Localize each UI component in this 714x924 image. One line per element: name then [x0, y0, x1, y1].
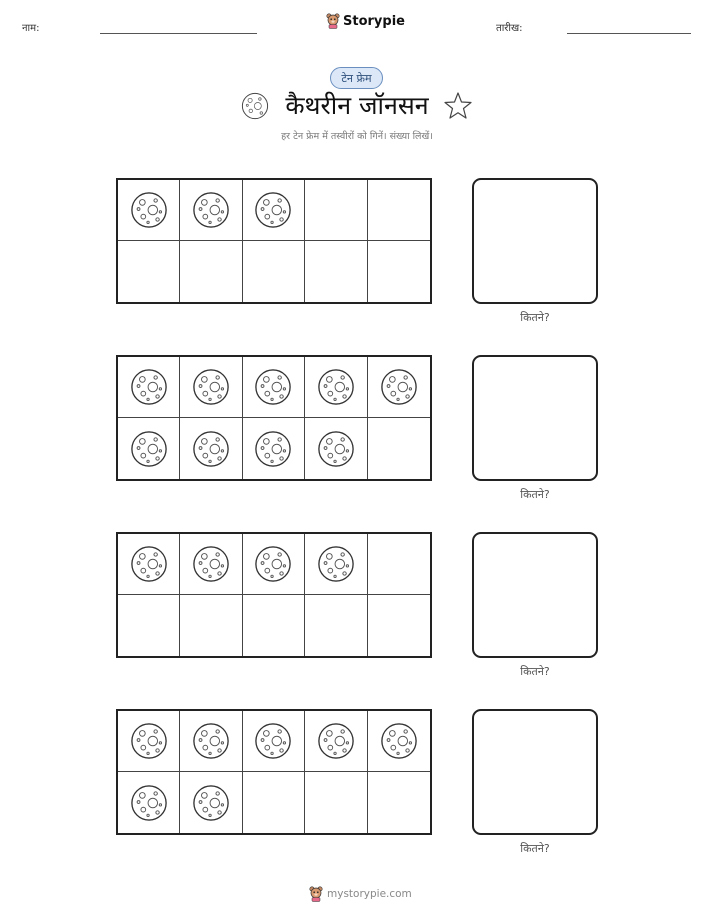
frame-cell — [368, 595, 430, 656]
moon-icon — [192, 191, 230, 229]
moon-icon — [130, 430, 168, 468]
star-icon — [443, 91, 473, 121]
frame-cell — [118, 357, 180, 418]
frame-cell — [305, 595, 367, 656]
frame-cell — [305, 241, 367, 302]
answer-box[interactable] — [472, 355, 598, 481]
moon-icon — [241, 92, 269, 120]
frame-cell — [118, 418, 180, 479]
frame-cell — [368, 180, 430, 241]
frame-cell — [118, 241, 180, 302]
moon-icon — [254, 430, 292, 468]
moon-icon — [130, 191, 168, 229]
footer — [309, 886, 412, 902]
frame-cell — [305, 534, 367, 595]
frame-cell — [305, 180, 367, 241]
moon-icon — [192, 784, 230, 822]
moon-icon — [317, 545, 355, 583]
moon-icon — [192, 430, 230, 468]
page-title: कैथरीन जॉनसन — [285, 91, 429, 120]
frame-cell — [243, 711, 305, 772]
frame-cell — [180, 595, 242, 656]
answer-box[interactable] — [472, 709, 598, 835]
frame-cell — [243, 241, 305, 302]
frame-cell — [243, 534, 305, 595]
ten-frame — [116, 355, 432, 481]
frame-cell — [368, 418, 430, 479]
frame-cell — [243, 595, 305, 656]
answer-label: कितने? — [520, 842, 550, 855]
moon-icon — [254, 191, 292, 229]
frame-cell — [180, 418, 242, 479]
frame-cell — [118, 711, 180, 772]
frame-cell — [118, 595, 180, 656]
moon-icon — [317, 430, 355, 468]
frame-cell — [243, 418, 305, 479]
frame-cell — [305, 357, 367, 418]
frame-cell — [305, 418, 367, 479]
footer-site: mystorypie.com — [327, 888, 412, 900]
answer-label: कितने? — [520, 488, 550, 501]
ten-frame — [116, 532, 432, 658]
frame-cell — [180, 534, 242, 595]
frame-cell — [243, 772, 305, 833]
frame-cell — [118, 180, 180, 241]
answer-box[interactable] — [472, 178, 598, 304]
frame-cell — [180, 180, 242, 241]
moon-icon — [317, 368, 355, 406]
frame-cell — [368, 357, 430, 418]
moon-icon — [130, 722, 168, 760]
moon-icon — [130, 784, 168, 822]
moon-icon — [130, 368, 168, 406]
moon-icon — [192, 545, 230, 583]
name-label: नाम: — [22, 23, 40, 34]
brand-name: Storypie — [343, 13, 405, 29]
moon-icon — [130, 545, 168, 583]
moon-icon — [192, 722, 230, 760]
moon-icon — [380, 722, 418, 760]
answer-label: कितने? — [520, 311, 550, 324]
date-label: तारीख: — [496, 23, 523, 34]
moon-icon — [254, 368, 292, 406]
frame-cell — [243, 180, 305, 241]
frame-cell — [180, 241, 242, 302]
date-line[interactable] — [567, 33, 691, 34]
instructions: हर टेन फ्रेम में तस्वीरों को गिनें। संख्या लिखें। — [281, 131, 433, 142]
answer-box[interactable] — [472, 532, 598, 658]
moon-icon — [254, 545, 292, 583]
frame-cell — [180, 357, 242, 418]
bear-icon — [309, 886, 323, 902]
moon-icon — [380, 368, 418, 406]
bear-icon — [326, 13, 340, 29]
moon-icon — [317, 722, 355, 760]
worksheet-type-badge: टेन फ्रेम — [330, 67, 383, 89]
ten-frame — [116, 178, 432, 304]
frame-cell — [368, 534, 430, 595]
answer-label: कितने? — [520, 665, 550, 678]
frame-cell — [305, 772, 367, 833]
frame-cell — [368, 241, 430, 302]
brand-logo — [326, 13, 405, 29]
frame-cell — [118, 534, 180, 595]
frame-cell — [118, 772, 180, 833]
frame-cell — [305, 711, 367, 772]
frame-cell — [368, 772, 430, 833]
frame-cell — [243, 357, 305, 418]
moon-icon — [192, 368, 230, 406]
frame-cell — [180, 711, 242, 772]
moon-icon — [254, 722, 292, 760]
name-line[interactable] — [100, 33, 257, 34]
frame-cell — [368, 711, 430, 772]
ten-frame — [116, 709, 432, 835]
frame-cell — [180, 772, 242, 833]
